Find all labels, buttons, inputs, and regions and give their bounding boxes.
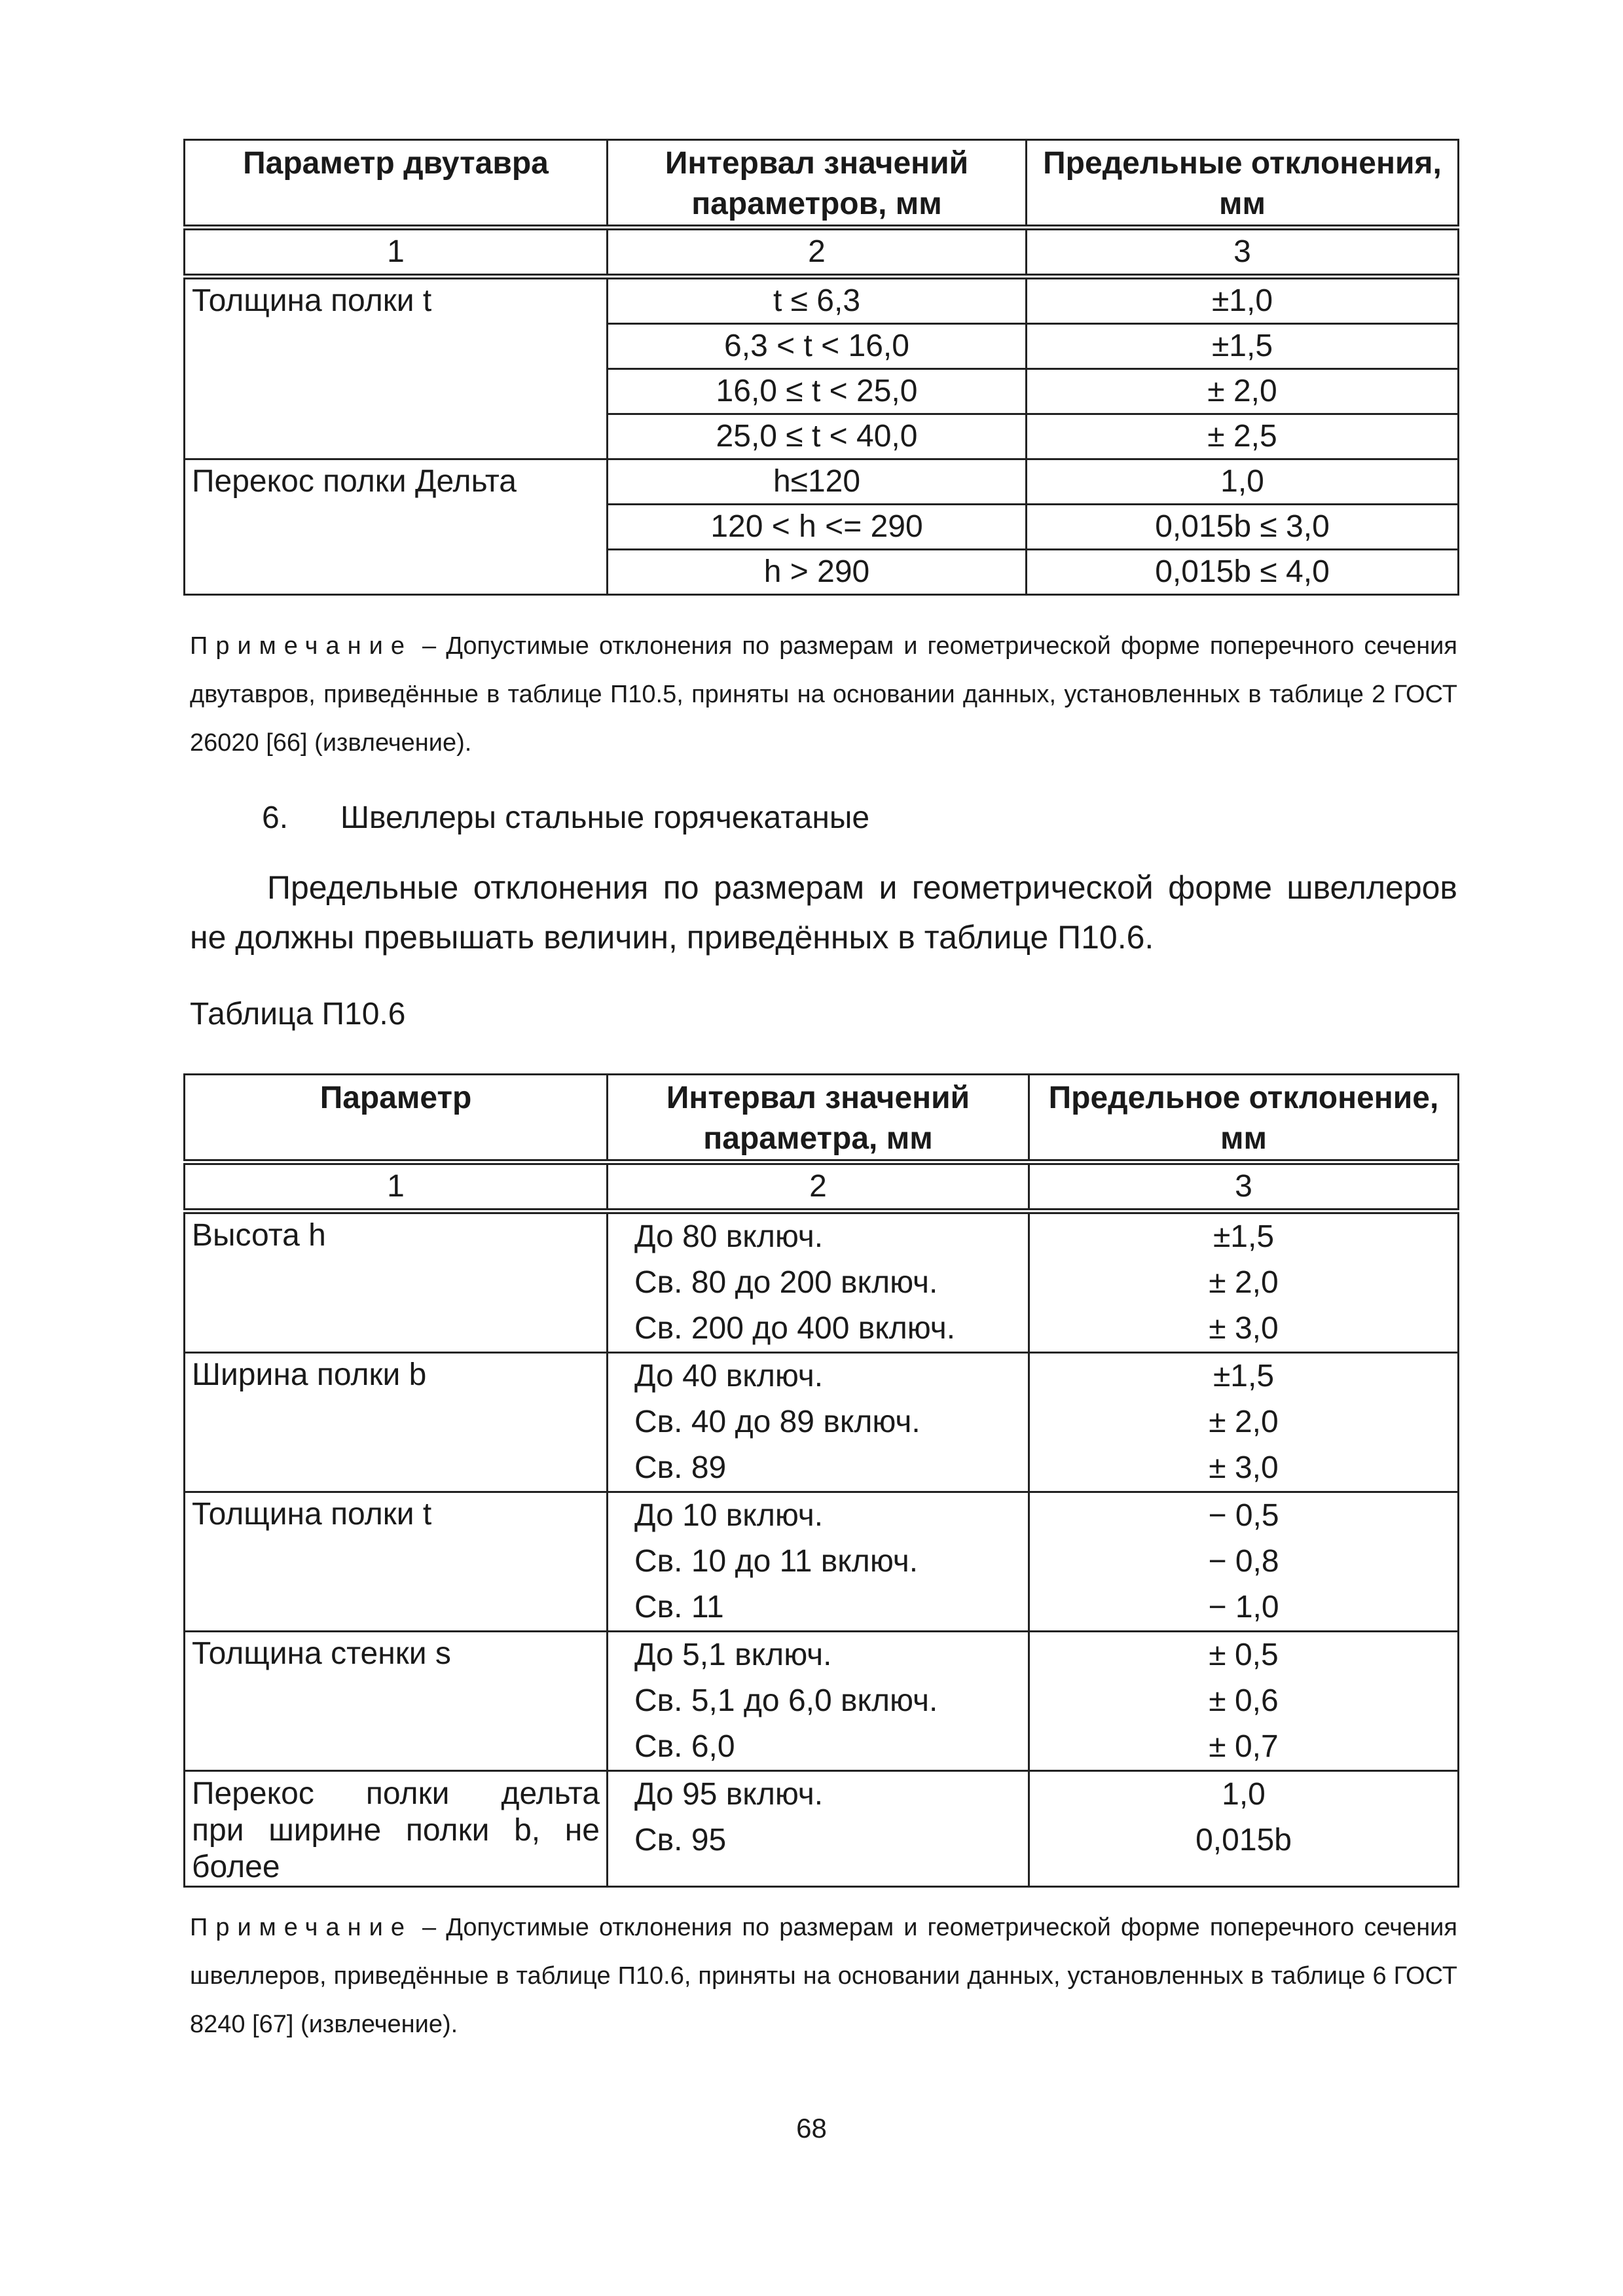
range-cell: 6,3 < t < 16,0	[608, 324, 1027, 369]
range-line: Св. 89	[634, 1450, 727, 1485]
table-row	[185, 277, 1459, 324]
range-cell	[608, 1492, 1029, 1632]
note-label: Примечание	[190, 1914, 412, 1941]
param-cell: Толщина стенки s	[185, 1632, 608, 1771]
range-line: До 5,1 включ.	[634, 1638, 832, 1672]
tolerance-line: ± 2,0	[1209, 1405, 1279, 1439]
param-cell: Толщина полки t	[185, 277, 608, 459]
range-line: Св. 40 до 89 включ.	[634, 1405, 921, 1439]
body-paragraph: Предельные отклонения по размерам и геометрической форме швеллеров не должны превышать величин, приведённых в таблице П10.6.	[190, 869, 1457, 956]
param-cell: Ширина полки b	[185, 1353, 608, 1492]
tolerance-line: ± 0,6	[1209, 1683, 1279, 1718]
tolerance-line: 0,015b	[1195, 1823, 1292, 1857]
range-line: До 40 включ.	[634, 1359, 824, 1393]
tolerance-line: ± 3,0	[1209, 1450, 1279, 1485]
tolerance-cell: ± 2,0	[1027, 369, 1459, 414]
table-row	[185, 1771, 1459, 1887]
tolerance-line: ± 0,7	[1209, 1729, 1279, 1764]
header-cell: Параметр	[185, 1075, 608, 1162]
range-line: Св. 95	[634, 1823, 727, 1857]
range-line: Св. 5,1 до 6,0 включ.	[634, 1683, 938, 1718]
tolerance-line: ±1,5	[1213, 1219, 1275, 1254]
param-cell: Высота h	[185, 1211, 608, 1353]
param-line: при ширине полки b, не	[192, 1813, 600, 1848]
header-cell: Интервал значений параметра, мм	[608, 1075, 1029, 1162]
range-cell: h > 290	[608, 550, 1027, 595]
header-cell: Параметр двутавра	[185, 140, 608, 228]
range-cell	[608, 1771, 1029, 1887]
range-cell	[608, 1632, 1029, 1771]
column-number: 3	[1029, 1162, 1459, 1211]
column-number-row	[185, 1162, 1459, 1211]
column-number: 2	[608, 1162, 1029, 1211]
tolerance-cell: ±1,5	[1027, 324, 1459, 369]
table-row	[185, 1632, 1459, 1771]
range-cell: 16,0 ≤ t < 25,0	[608, 369, 1027, 414]
column-number: 2	[608, 228, 1027, 277]
tolerance-line: 1,0	[1222, 1777, 1266, 1812]
tolerance-cell	[1029, 1353, 1459, 1492]
table-header-row	[185, 1075, 1459, 1162]
range-cell: 120 < h <= 290	[608, 505, 1027, 550]
tolerance-cell	[1029, 1771, 1459, 1887]
param-line: более	[192, 1850, 280, 1884]
section-number: 6.	[262, 800, 289, 835]
range-line: Св. 6,0	[634, 1729, 735, 1764]
page-number: 68	[796, 2113, 827, 2144]
param-line: Перекос полки дельта	[192, 1776, 600, 1811]
range-cell	[608, 1353, 1029, 1492]
range-line: Св. 80 до 200 включ.	[634, 1265, 938, 1300]
tolerance-line: − 0,8	[1208, 1544, 1279, 1579]
param-cell: Перекос полки Дельта	[185, 459, 608, 595]
range-line: До 95 включ.	[634, 1777, 824, 1812]
note-text: – Допустимые отклонения по размерам и геометрической форме поперечного сечения швеллеров, приведённые в таблице П10.6, приняты на основании данных, установленных в таблице 6 ГОСТ 8240 [67] (извлечение).	[190, 1914, 1457, 2038]
tolerance-line: − 0,5	[1208, 1498, 1279, 1533]
tolerance-cell	[1029, 1632, 1459, 1771]
table-i-beam-tolerances	[183, 139, 1459, 596]
section-heading	[262, 800, 869, 836]
tolerance-line: ± 3,0	[1209, 1311, 1279, 1346]
note-text: – Допустимые отклонения по размерам и геометрической форме поперечного сечения двутавров, приведённые в таблице П10.5, приняты на основании данных, установленных в таблице 2 ГОСТ 26020 [66] (извлечение).	[190, 632, 1457, 757]
table-note	[190, 622, 1457, 767]
range-cell	[608, 1211, 1029, 1353]
tolerance-cell: ±1,0	[1027, 277, 1459, 324]
tolerance-line: ± 2,0	[1209, 1265, 1279, 1300]
column-number: 1	[185, 1162, 608, 1211]
column-number: 1	[185, 228, 608, 277]
tolerance-cell: 0,015b ≤ 4,0	[1027, 550, 1459, 595]
tolerance-cell: 1,0	[1027, 459, 1459, 505]
range-line: Св. 10 до 11 включ.	[634, 1544, 919, 1579]
table-caption: Таблица П10.6	[190, 997, 406, 1031]
table-row	[185, 1492, 1459, 1632]
table-row	[185, 459, 1459, 505]
param-cell: Толщина полки t	[185, 1492, 608, 1632]
note-label: Примечание	[190, 632, 412, 660]
tolerance-cell	[1029, 1211, 1459, 1353]
table-row	[185, 1211, 1459, 1353]
table-header-row	[185, 140, 1459, 228]
range-cell: 25,0 ≤ t < 40,0	[608, 414, 1027, 459]
tolerance-cell	[1029, 1492, 1459, 1632]
table-note	[190, 1903, 1457, 2049]
table-channel-tolerances	[183, 1073, 1459, 1888]
section-title: Швеллеры стальные горячекатаные	[340, 800, 870, 835]
range-line: До 80 включ.	[634, 1219, 824, 1254]
range-line: Св. 200 до 400 включ.	[634, 1311, 956, 1346]
range-cell: h≤120	[608, 459, 1027, 505]
header-cell: Предельные отклонения, мм	[1027, 140, 1459, 228]
table-row	[185, 1353, 1459, 1492]
range-line: До 10 включ.	[634, 1498, 824, 1533]
tolerance-line: − 1,0	[1208, 1590, 1279, 1624]
tolerance-line: ±1,5	[1213, 1359, 1275, 1393]
param-cell	[185, 1771, 608, 1887]
header-cell: Интервал значений параметров, мм	[608, 140, 1027, 228]
range-cell: t ≤ 6,3	[608, 277, 1027, 324]
header-cell: Предельное отклонение, мм	[1029, 1075, 1459, 1162]
column-number-row	[185, 228, 1459, 277]
tolerance-cell: 0,015b ≤ 3,0	[1027, 505, 1459, 550]
range-line: Св. 11	[634, 1590, 724, 1624]
tolerance-line: ± 0,5	[1209, 1638, 1279, 1672]
column-number: 3	[1027, 228, 1459, 277]
tolerance-cell: ± 2,5	[1027, 414, 1459, 459]
